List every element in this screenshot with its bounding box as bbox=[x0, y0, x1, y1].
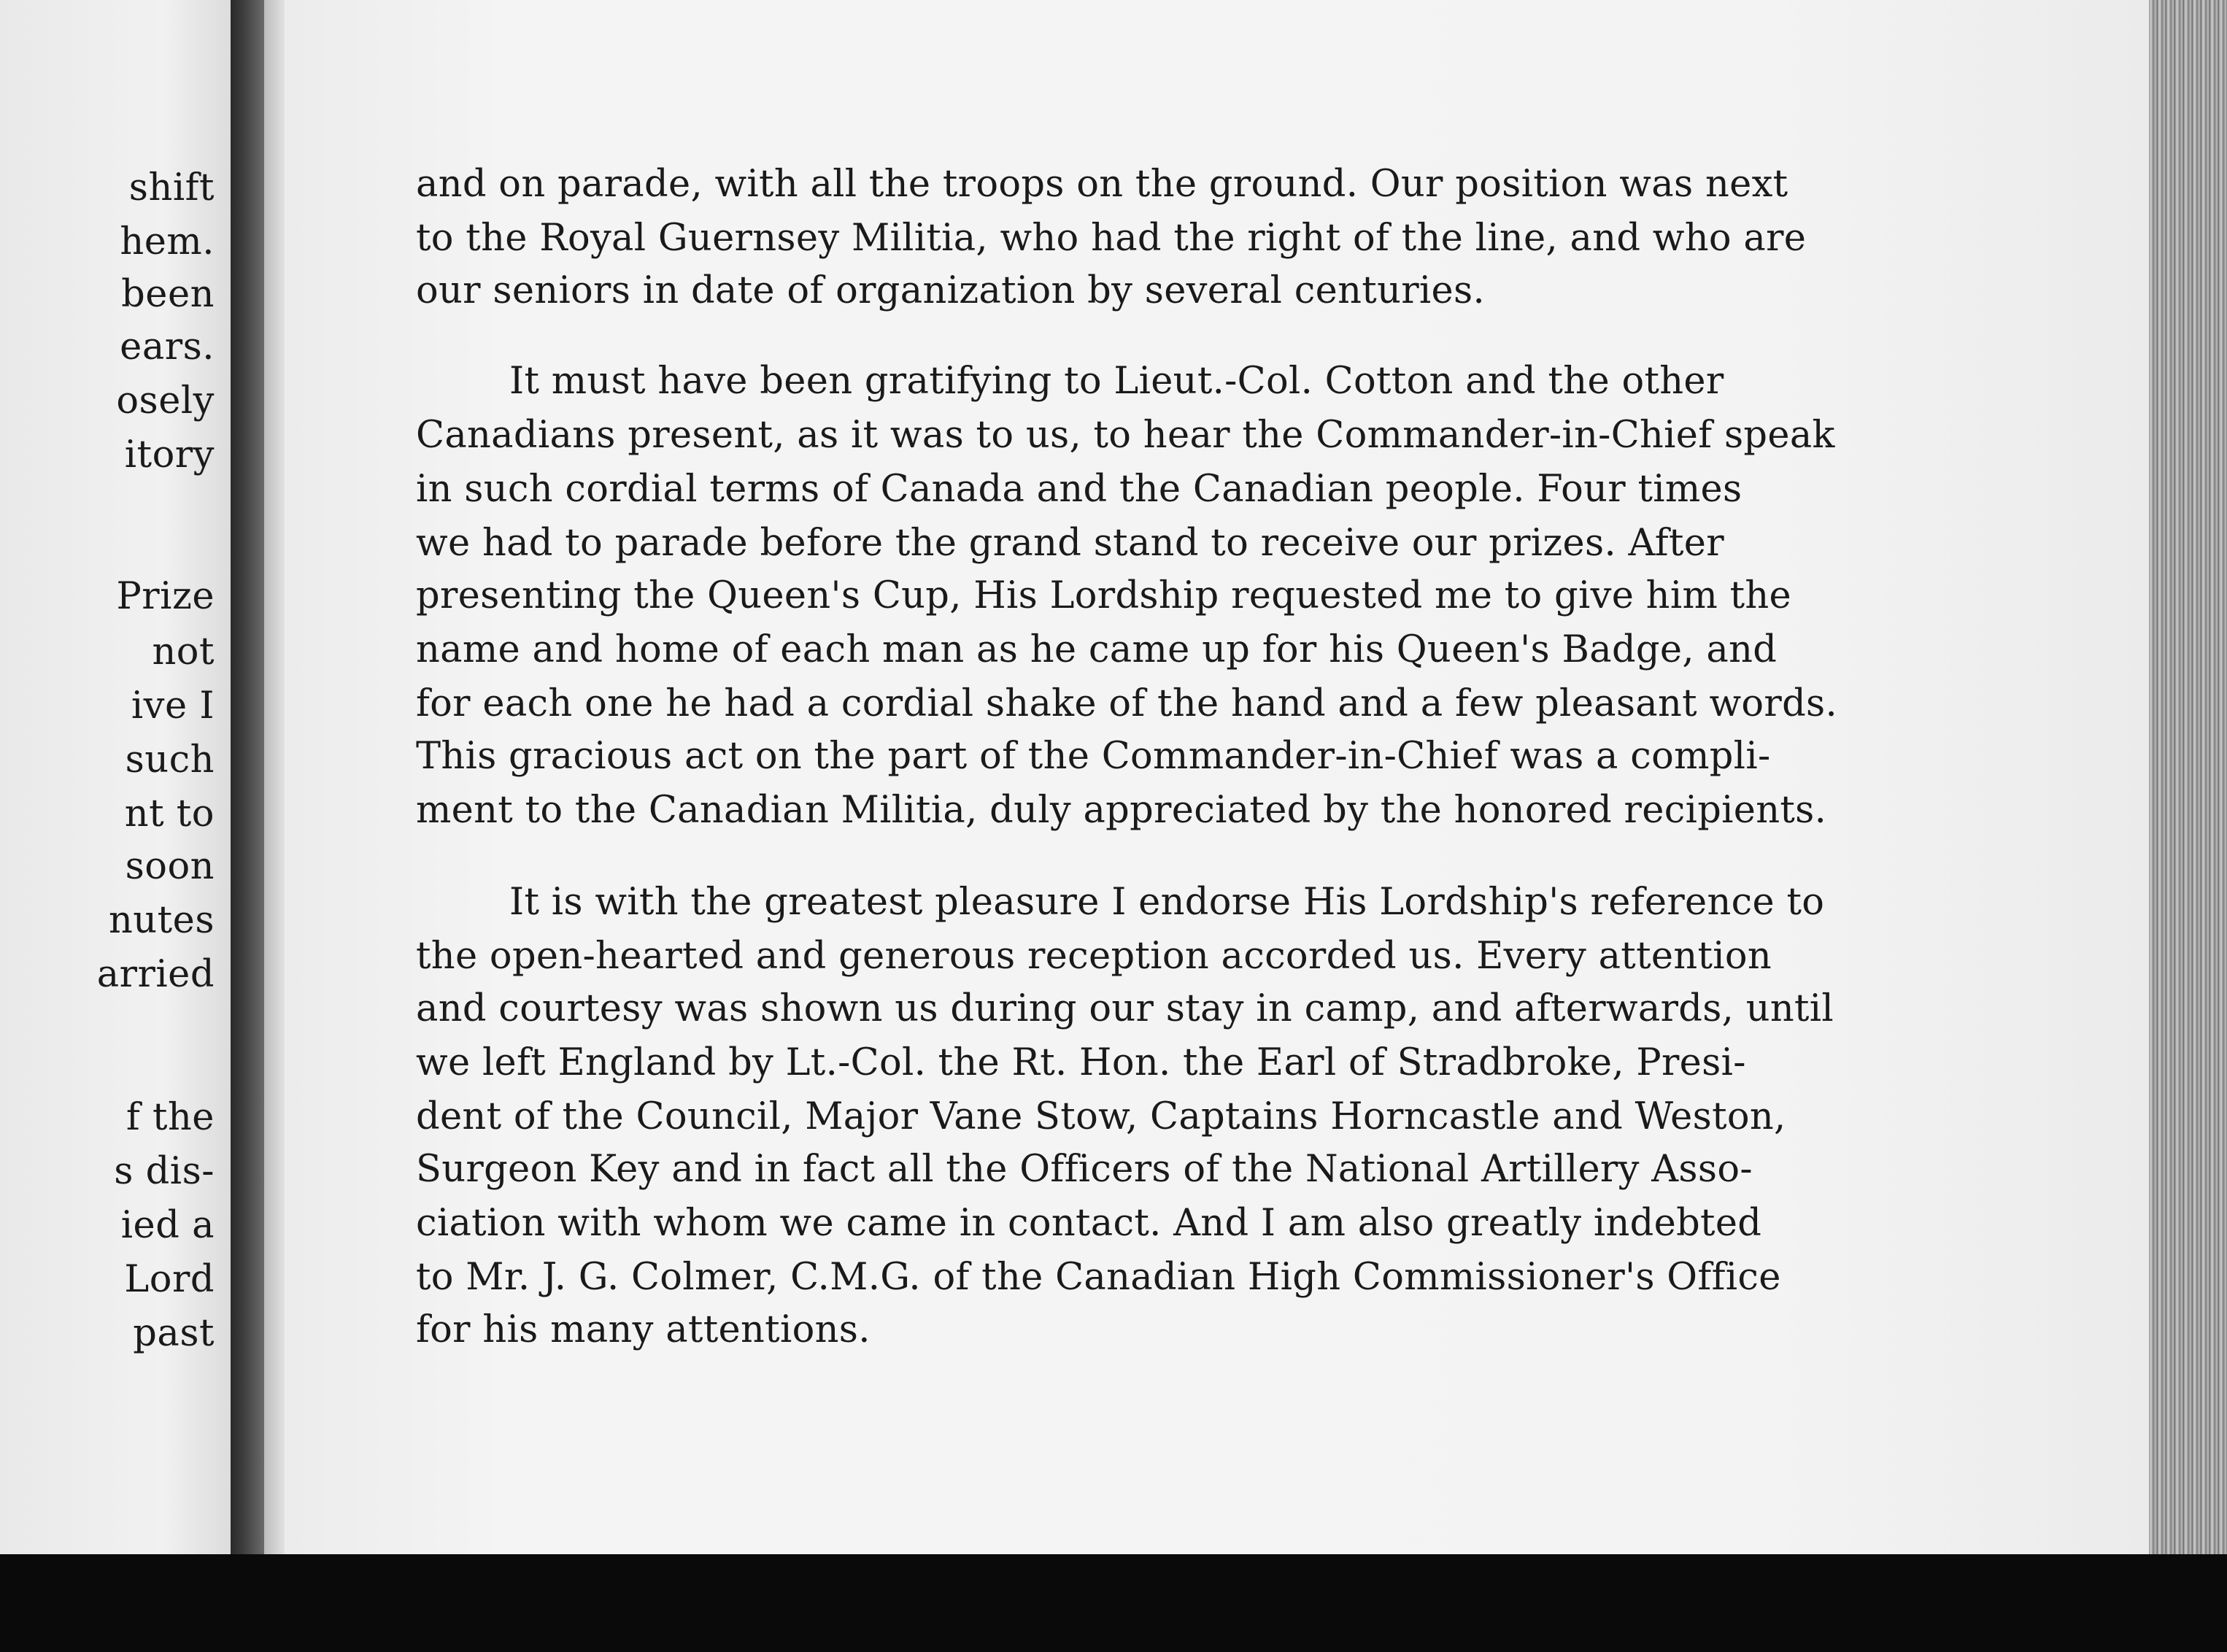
left-page-line: Prize bbox=[116, 575, 215, 618]
paragraph-2-line: for each one he had a cordial shake of the hand and a few pleasant words. bbox=[416, 682, 1838, 725]
paragraph-3-line: we left England by Lt.-Col. the Rt. Hon. the Earl of Stradbroke, Presi- bbox=[416, 1041, 1746, 1084]
left-page-line: not bbox=[152, 630, 215, 673]
paragraph-3-line: dent of the Council, Major Vane Stow, Captains Horncastle and Weston, bbox=[416, 1095, 1786, 1138]
left-page-line: ied a bbox=[120, 1204, 215, 1247]
paragraph-3-line: and courtesy was shown us during our stay in camp, and afterwards, until bbox=[416, 987, 1834, 1030]
paragraph-2-line: presenting the Queen's Cup, His Lordship requested me to give him the bbox=[416, 574, 1792, 617]
left-page-line: nt to bbox=[124, 792, 215, 835]
paragraph-1-line: and on parade, with all the troops on the ground. Our position was next bbox=[416, 163, 1788, 206]
left-page-line: ears. bbox=[120, 325, 215, 368]
paragraph-1-line: our seniors in date of organization by several centuries. bbox=[416, 269, 1485, 312]
paragraph-3-line: Surgeon Key and in fact all the Officers of the National Artillery Asso- bbox=[416, 1148, 1753, 1191]
left-page-line: itory bbox=[124, 433, 215, 476]
scan-background bbox=[0, 1554, 2227, 1652]
book-gutter bbox=[231, 0, 264, 1554]
left-page-line: past bbox=[133, 1312, 215, 1355]
paragraph-3-line: ciation with whom we came in contact. And I am also greatly indebted bbox=[416, 1202, 1762, 1245]
paragraph-2-line: in such cordial terms of Canada and the Canadian people. Four times bbox=[416, 468, 1742, 511]
paragraph-3-line: the open-hearted and generous reception accorded us. Every attention bbox=[416, 935, 1772, 978]
left-page-line: arried bbox=[96, 953, 215, 996]
left-page-line: osely bbox=[116, 379, 215, 422]
left-page-line: shift bbox=[128, 166, 215, 209]
paragraph-2-line: name and home of each man as he came up for his Queen's Badge, and bbox=[416, 628, 1778, 671]
left-page-line: ive I bbox=[131, 684, 215, 727]
left-page-line: such bbox=[125, 738, 215, 781]
paragraph-1-line: to the Royal Guernsey Militia, who had the right of the line, and who are bbox=[416, 217, 1807, 260]
left-page-line: soon bbox=[125, 845, 215, 888]
left-page-line: s dis- bbox=[114, 1150, 215, 1193]
left-page-line: been bbox=[121, 273, 215, 316]
paragraph-2-line: we had to parade before the grand stand to receive our prizes. After bbox=[416, 522, 1724, 565]
left-page-line: f the bbox=[126, 1096, 215, 1139]
left-page-line: nutes bbox=[108, 899, 215, 942]
paragraph-3-line: It is with the greatest pleasure I endorse His Lordship's reference to bbox=[509, 881, 1825, 924]
gutter-shadow bbox=[264, 0, 286, 1554]
page-stack-edge bbox=[2149, 0, 2227, 1591]
paragraph-2-line: This gracious act on the part of the Commander-in-Chief was a compli- bbox=[416, 735, 1771, 778]
left-page-line: hem. bbox=[120, 220, 215, 263]
paragraph-2-line: Canadians present, as it was to us, to hear the Commander-in-Chief speak bbox=[416, 414, 1835, 457]
paragraph-2-line: ment to the Canadian Militia, duly appreciated by the honored recipients. bbox=[416, 789, 1827, 832]
left-page-line: Lord bbox=[124, 1258, 215, 1301]
paragraph-3-line: to Mr. J. G. Colmer, C.M.G. of the Canadian High Commissioner's Office bbox=[416, 1256, 1781, 1299]
left-page-fragment bbox=[0, 0, 232, 1554]
paragraph-3-line: for his many attentions. bbox=[416, 1308, 871, 1351]
paragraph-2-line: It must have been gratifying to Lieut.-Col. Cotton and the other bbox=[509, 360, 1724, 403]
